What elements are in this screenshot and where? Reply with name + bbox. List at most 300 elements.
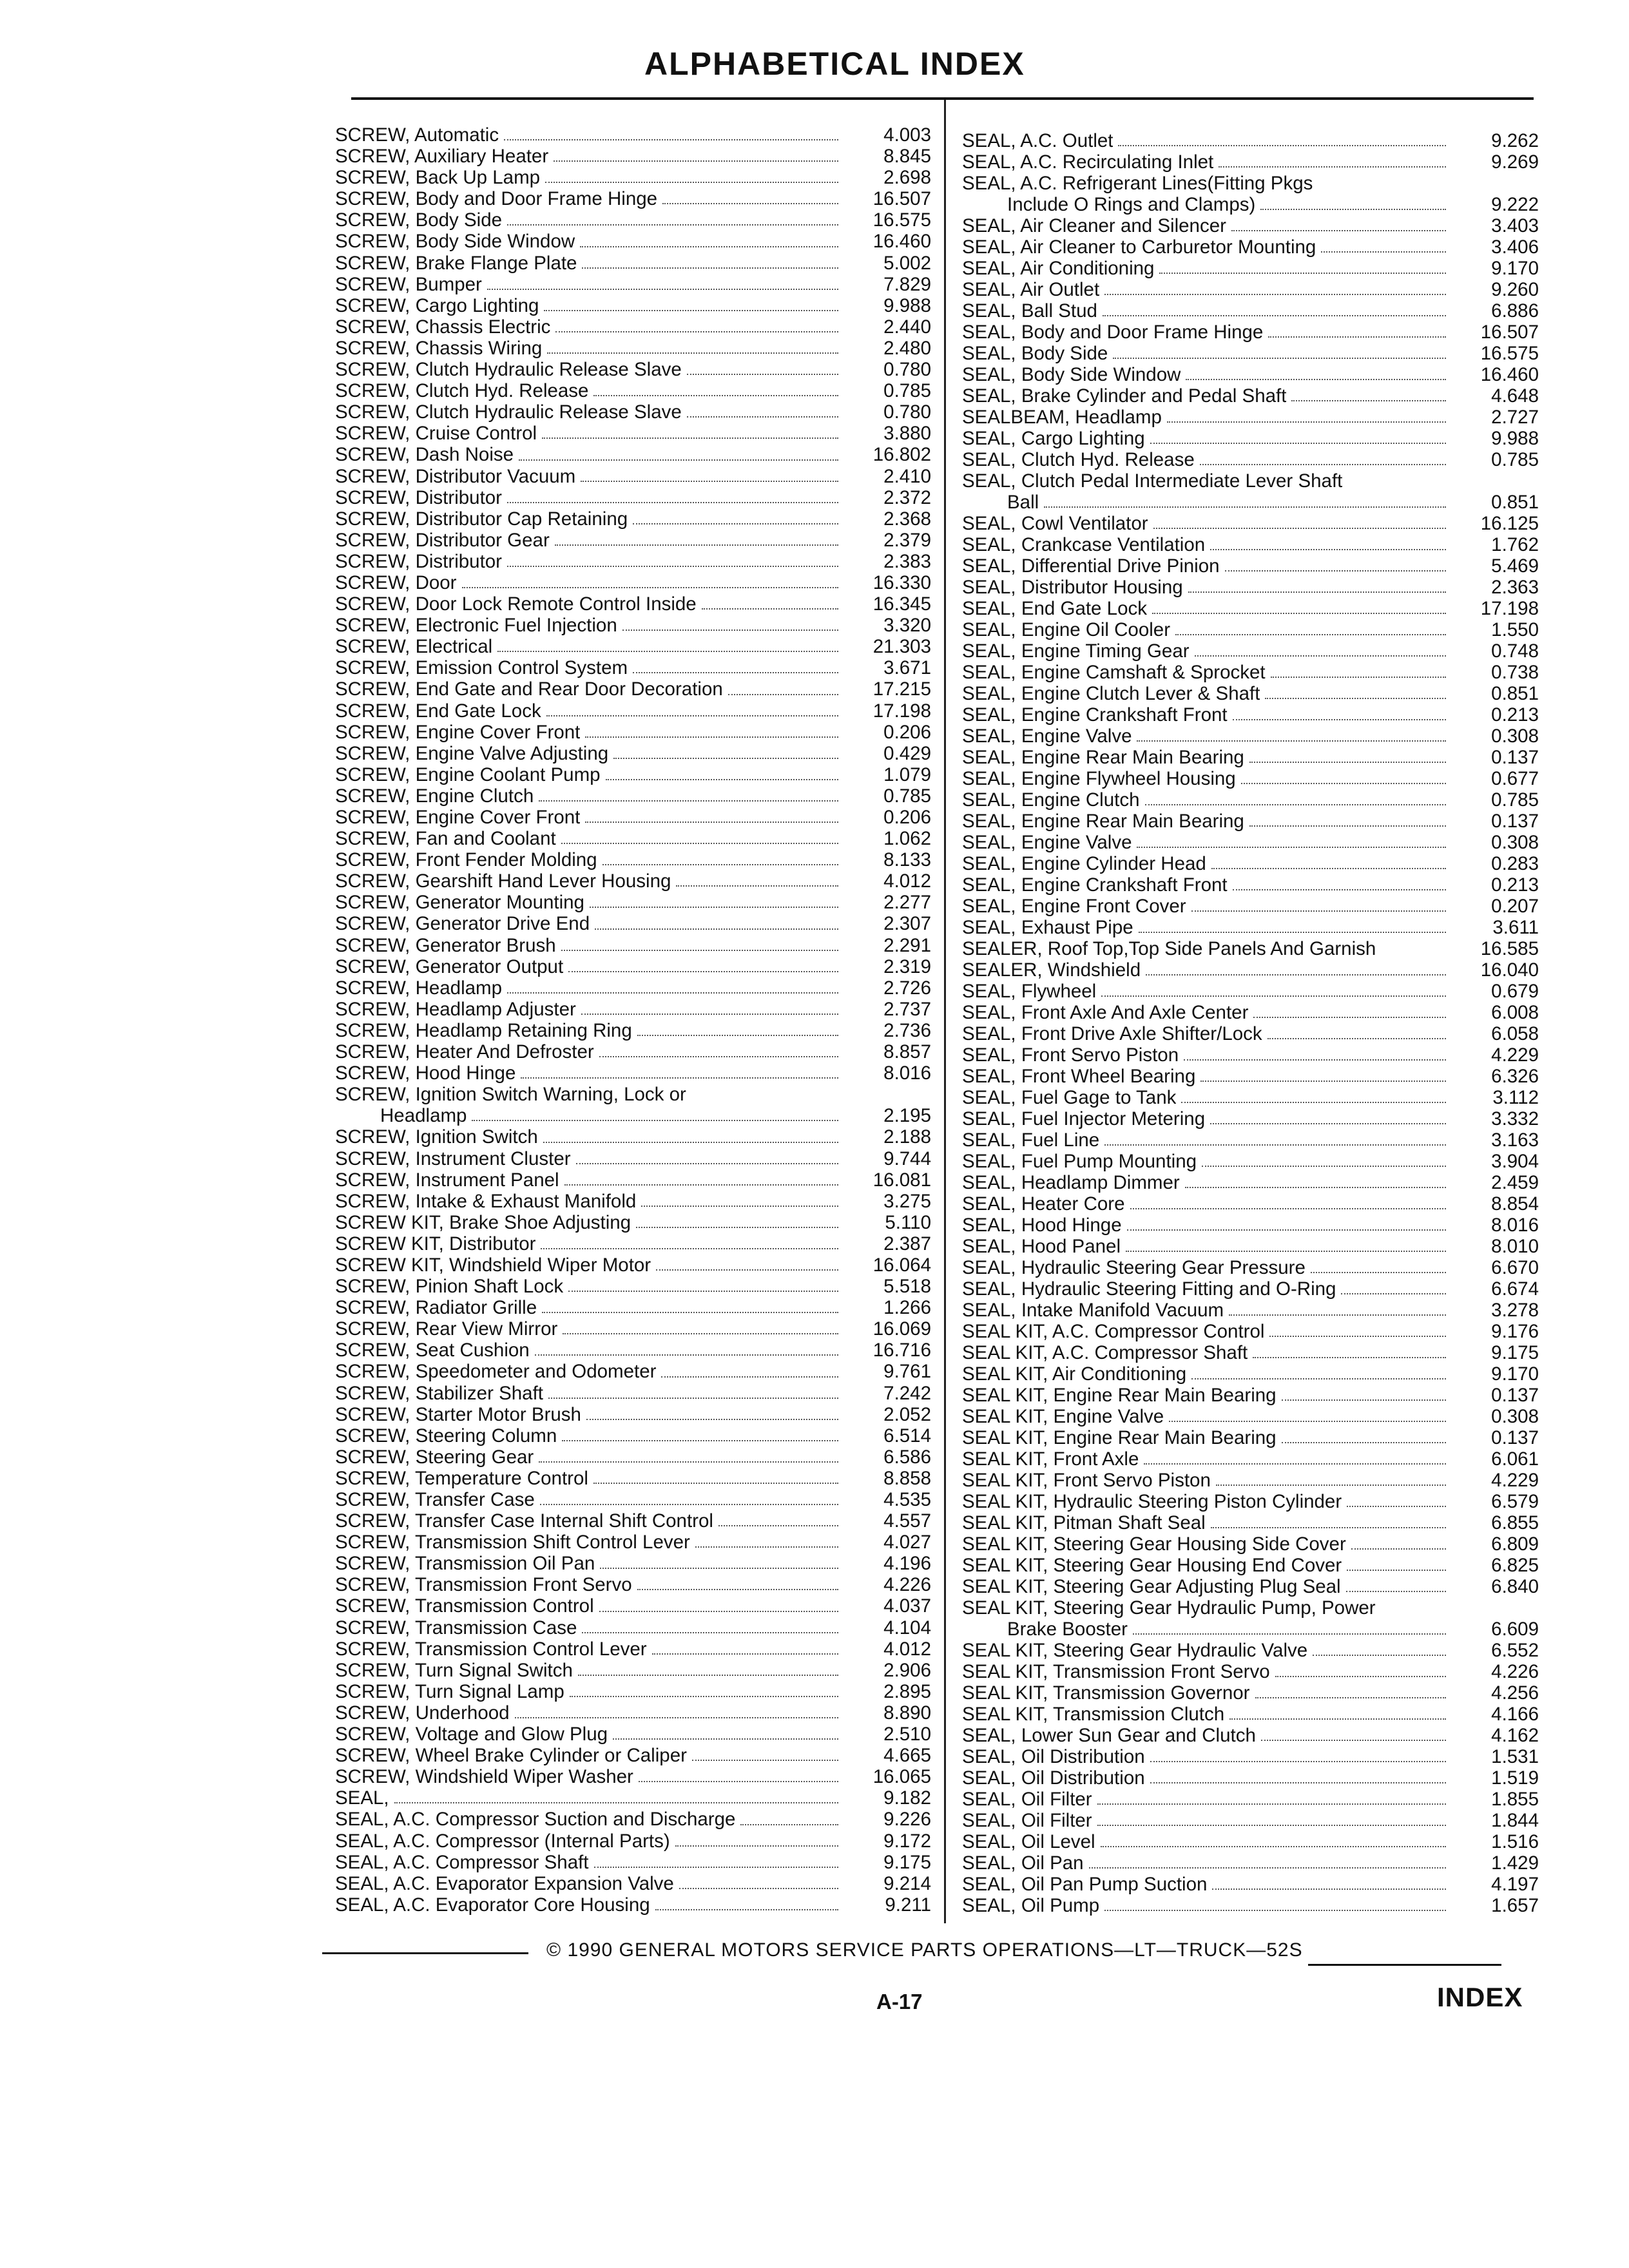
entry-page-ref: 9.744 <box>883 1148 931 1169</box>
index-entry <box>962 1682 1539 1704</box>
entry-name: SEAL, Engine Crankshaft Front <box>962 704 1228 726</box>
entry-name: SCREW, Auxiliary Heater <box>335 146 549 168</box>
entry-name: SEAL, Air Outlet <box>962 279 1100 300</box>
dot-leader <box>1130 1208 1446 1209</box>
entry-page-ref: 4.226 <box>883 1574 931 1596</box>
entry-name: SEAL, Lower Sun Gear and Clutch <box>962 1725 1256 1746</box>
dot-leader <box>507 224 838 226</box>
entry-name: SCREW, Headlamp Adjuster <box>335 998 576 1020</box>
dot-leader <box>1146 974 1446 975</box>
entry-name: SEAL, Body Side Window <box>962 364 1181 385</box>
dot-leader <box>1233 719 1446 720</box>
index-entry <box>962 662 1539 683</box>
index-entry <box>962 1321 1539 1342</box>
dot-leader <box>641 1206 838 1207</box>
entry-page-ref: 9.260 <box>1491 279 1539 300</box>
dot-leader <box>662 203 838 204</box>
dot-leader <box>1241 783 1446 784</box>
index-entry <box>335 1617 931 1639</box>
index-entry <box>962 1406 1539 1427</box>
dot-leader <box>702 608 838 610</box>
entry-page-ref: 6.609 <box>1491 1619 1539 1640</box>
entry-page-ref: 1.519 <box>1491 1767 1539 1789</box>
entry-name: SEAL, Engine Valve <box>962 832 1132 853</box>
entry-name: SEAL KIT, Steering Gear Housing End Cover <box>962 1555 1342 1576</box>
index-entry <box>335 551 931 572</box>
index-entry <box>335 146 931 167</box>
entry-page-ref: 2.387 <box>883 1233 931 1254</box>
dot-leader <box>1351 1548 1446 1550</box>
entry-page-ref: 4.104 <box>883 1617 931 1639</box>
index-entry <box>335 1041 931 1062</box>
entry-page-ref: 1.531 <box>1491 1746 1539 1767</box>
entry-page-ref: 4.037 <box>883 1595 931 1617</box>
entry-page-ref: 6.326 <box>1491 1066 1539 1087</box>
entry-name: SCREW, Headlamp <box>335 977 503 999</box>
entry-name: SCREW, Seat Cushion <box>335 1340 530 1361</box>
index-entry <box>335 1148 931 1169</box>
entry-name: SEAL, Fuel Pump Mounting <box>962 1151 1197 1172</box>
index-entry <box>962 1852 1539 1874</box>
entry-page-ref: 2.410 <box>883 465 931 487</box>
entry-page-ref: 8.854 <box>1491 1193 1539 1215</box>
entry-page-ref: 5.110 <box>885 1211 931 1233</box>
index-entry <box>335 423 931 444</box>
dot-leader <box>1181 1102 1446 1103</box>
dot-leader <box>581 481 838 482</box>
dot-leader <box>1253 1357 1446 1358</box>
entry-page-ref: 2.698 <box>883 167 931 189</box>
entry-name: SEAL, Oil Pump <box>962 1895 1100 1916</box>
entry-name: SCREW, Automatic <box>335 124 499 146</box>
dot-leader <box>1044 506 1446 508</box>
dot-leader <box>1249 762 1446 763</box>
entry-page-ref: 4.535 <box>883 1489 931 1510</box>
index-entry <box>962 1874 1539 1895</box>
entry-page-ref: 16.716 <box>872 1340 931 1361</box>
index-entry <box>335 1276 931 1297</box>
entry-page-ref: 6.008 <box>1491 1002 1539 1023</box>
entry-name: SEAL, Hood Panel <box>962 1236 1121 1257</box>
entry-page-ref: 3.904 <box>1491 1151 1539 1172</box>
entry-name: SCREW KIT, Brake Shoe Adjusting <box>335 1211 631 1233</box>
entry-page-ref: 8.857 <box>883 1041 931 1063</box>
index-entry <box>962 1491 1539 1512</box>
entry-name: SCREW, Transmission Shift Control Lever <box>335 1532 690 1553</box>
index-column-left <box>335 124 931 1916</box>
entry-name: SCREW, Generator Brush <box>335 934 556 956</box>
entry-page-ref: 0.308 <box>1491 1406 1539 1427</box>
entry-page-ref: 3.163 <box>1491 1129 1539 1151</box>
entry-name: SEAL, A.C. Evaporator Core Housing <box>335 1894 650 1916</box>
dot-leader <box>578 1675 838 1676</box>
entry-name: SCREW, Instrument Cluster <box>335 1148 571 1169</box>
entry-name: SEAL KIT, A.C. Compressor Control <box>962 1321 1265 1342</box>
index-entry <box>335 785 931 807</box>
entry-page-ref: 2.459 <box>1491 1172 1539 1193</box>
dot-leader <box>562 1440 838 1441</box>
entry-page-ref: 2.895 <box>883 1680 931 1702</box>
entry-name: SCREW, Door <box>335 572 457 593</box>
index-entry <box>335 1404 931 1425</box>
dot-leader <box>1144 1463 1446 1465</box>
entry-name: SEAL, Engine Camshaft & Sprocket <box>962 662 1266 683</box>
entry-name: SCREW, Clutch Hydraulic Release Slave <box>335 401 682 423</box>
index-entry <box>962 428 1539 449</box>
index-entry <box>962 1597 1539 1619</box>
dot-leader <box>728 694 838 695</box>
entry-page-ref: 2.737 <box>883 998 931 1020</box>
entry-page-ref: 6.886 <box>1491 300 1539 322</box>
entry-name: SCREW, Distributor Gear <box>335 529 550 551</box>
index-entry <box>962 1236 1539 1257</box>
index-entry <box>962 513 1539 534</box>
dot-leader <box>718 1525 838 1526</box>
entry-name: SCREW, Distributor <box>335 550 502 572</box>
entry-name: SCREW, Transmission Control <box>335 1595 594 1617</box>
dot-leader <box>633 672 838 673</box>
entry-page-ref: 3.112 <box>1492 1087 1539 1108</box>
entry-name: SEAL KIT, Transmission Clutch <box>962 1704 1225 1725</box>
entry-name: SEAL KIT, Steering Gear Hydraulic Pump, Power <box>962 1597 1376 1619</box>
dot-leader <box>535 1354 838 1356</box>
entry-name: SCREW, Chassis Wiring <box>335 337 543 359</box>
entry-page-ref: 2.195 <box>883 1105 931 1127</box>
entry-name: SEAL, A.C. Outlet <box>962 130 1113 151</box>
entry-name: SEAL, Engine Flywheel Housing <box>962 768 1236 789</box>
index-entry <box>962 555 1539 577</box>
entry-name: SEAL, <box>335 1787 389 1809</box>
index-entry <box>335 274 931 295</box>
copyright-notice: © 1990 GENERAL MOTORS SERVICE PARTS OPERATIONS—LT—TRUCK—52S <box>546 1939 1303 1961</box>
index-entry <box>962 1725 1539 1746</box>
index-entry <box>962 407 1539 428</box>
entry-page-ref: 8.858 <box>883 1467 931 1489</box>
index-entry <box>335 593 931 615</box>
dot-leader <box>1347 1570 1446 1571</box>
entry-page-ref: 6.809 <box>1491 1533 1539 1555</box>
index-entry <box>962 1385 1539 1406</box>
entry-page-ref: 9.176 <box>1491 1321 1539 1342</box>
dot-leader <box>542 1312 838 1313</box>
dot-leader <box>593 395 838 396</box>
dot-leader <box>1191 910 1446 912</box>
dot-leader <box>599 1056 838 1057</box>
dot-leader <box>613 758 838 759</box>
entry-page-ref: 1.062 <box>883 828 931 850</box>
entry-name: SCREW, Steering Gear <box>335 1446 534 1468</box>
entry-page-ref: 2.052 <box>883 1403 931 1425</box>
header-rule <box>351 97 1534 100</box>
index-entry <box>335 615 931 636</box>
index-entry <box>962 1129 1539 1151</box>
dot-leader <box>561 843 838 844</box>
index-entry <box>962 959 1539 981</box>
dot-leader <box>1127 1229 1446 1231</box>
dot-leader <box>1311 1272 1446 1273</box>
index-entry <box>962 151 1539 173</box>
dot-leader <box>1104 294 1446 295</box>
entry-name: SEAL, Exhaust Pipe <box>962 917 1133 938</box>
entry-name: SEAL KIT, Front Servo Piston <box>962 1470 1211 1491</box>
dot-leader <box>519 459 838 461</box>
entry-name: SEAL, Body and Door Frame Hinge <box>962 322 1264 343</box>
index-entry <box>335 1062 931 1084</box>
index-entry <box>962 1044 1539 1066</box>
index-entry <box>335 1894 931 1916</box>
entry-name: SEAL, Oil Pan <box>962 1852 1084 1874</box>
footer-rule-right <box>1308 1964 1501 1966</box>
entry-page-ref: 6.840 <box>1491 1576 1539 1597</box>
index-entry <box>335 849 931 870</box>
entry-page-ref: 1.079 <box>883 764 931 785</box>
entry-page-ref: 2.379 <box>883 529 931 551</box>
entry-page-ref: 9.226 <box>883 1809 931 1831</box>
dot-leader <box>595 928 838 930</box>
index-entry <box>335 209 931 231</box>
index-entry <box>335 1020 931 1041</box>
entry-name: SCREW, Temperature Control <box>335 1467 588 1489</box>
entry-page-ref: 8.890 <box>883 1702 931 1724</box>
entry-page-ref: 8.016 <box>1491 1215 1539 1236</box>
index-entry <box>962 747 1539 768</box>
dot-leader <box>1089 1867 1446 1869</box>
entry-name: SEAL KIT, Steering Gear Hydraulic Valve <box>962 1640 1308 1661</box>
index-entry <box>962 1151 1539 1172</box>
entry-page-ref: 2.727 <box>1491 407 1539 428</box>
entry-name: SEALER, Windshield <box>962 959 1141 981</box>
entry-page-ref: 4.012 <box>883 1638 931 1660</box>
dot-leader <box>637 1589 838 1590</box>
entry-name: SEAL, Fuel Gage to Tank <box>962 1087 1177 1108</box>
dot-leader <box>1229 1718 1446 1720</box>
dot-leader <box>545 182 838 183</box>
footer-rule-left <box>322 1952 528 1954</box>
index-entry <box>962 1555 1539 1576</box>
index-entry <box>962 917 1539 938</box>
entry-page-ref: 16.575 <box>1480 343 1539 364</box>
dot-leader <box>507 502 838 503</box>
index-entry <box>335 1532 931 1553</box>
page-number: A-17 <box>876 1990 923 2013</box>
section-label: INDEX <box>1437 1982 1523 2012</box>
entry-name: SEAL, Clutch Hyd. Release <box>962 449 1195 470</box>
index-entry <box>962 640 1539 662</box>
dot-leader <box>1253 1017 1446 1018</box>
index-entry <box>335 678 931 700</box>
dot-leader <box>1126 1251 1446 1252</box>
entry-page-ref: 0.785 <box>1491 449 1539 470</box>
dot-leader <box>539 1461 838 1463</box>
entry-page-ref: 9.262 <box>1491 130 1539 151</box>
entry-page-ref: 9.175 <box>883 1851 931 1873</box>
index-entry <box>335 913 931 934</box>
entry-page-ref: 0.748 <box>1491 640 1539 662</box>
entry-name: SEAL KIT, Hydraulic Steering Piston Cylinder <box>962 1491 1342 1512</box>
entry-page-ref: 17.198 <box>872 700 931 722</box>
index-entry <box>962 1704 1539 1725</box>
entry-name: SEAL, Oil Filter <box>962 1789 1092 1810</box>
entry-name: SCREW, Body Side <box>335 209 503 231</box>
dot-leader <box>1282 1399 1446 1401</box>
index-entry <box>335 380 931 401</box>
dot-leader <box>1137 847 1446 848</box>
index-entry <box>962 364 1539 385</box>
entry-page-ref: 0.137 <box>1491 1385 1539 1406</box>
dot-leader <box>563 1333 838 1334</box>
entry-page-ref: 1.855 <box>1491 1789 1539 1810</box>
entry-page-ref: 16.802 <box>872 444 931 466</box>
entry-page-ref: 1.266 <box>883 1297 931 1319</box>
entry-name: SEAL KIT, A.C. Compressor Shaft <box>962 1342 1248 1363</box>
index-entry <box>962 322 1539 343</box>
entry-name: SEAL KIT, Transmission Front Servo <box>962 1661 1270 1682</box>
entry-name: SCREW, Engine Coolant Pump <box>335 764 601 785</box>
index-entry <box>962 768 1539 789</box>
dot-leader <box>515 1717 838 1718</box>
entry-name: SEAL, Hydraulic Steering Fitting and O-Ring <box>962 1278 1336 1300</box>
dot-leader <box>1101 995 1446 997</box>
entry-page-ref: 8.845 <box>883 146 931 168</box>
dot-leader <box>656 1269 838 1271</box>
entry-name: SEAL, Engine Valve <box>962 726 1132 747</box>
entry-name: SEAL, A.C. Recirculating Inlet <box>962 151 1214 173</box>
index-entry <box>962 1172 1539 1193</box>
entry-name: SCREW, End Gate Lock <box>335 700 541 722</box>
dot-leader <box>542 437 838 439</box>
index-entry <box>335 1766 931 1787</box>
index-entry <box>335 401 931 423</box>
dot-leader <box>1188 591 1446 593</box>
dot-leader <box>585 822 838 823</box>
index-entry <box>335 508 931 530</box>
entry-page-ref: 17.198 <box>1480 598 1539 619</box>
entry-name: SCREW, Clutch Hydraulic Release Slave <box>335 359 682 381</box>
entry-name: SCREW, Distributor Cap Retaining <box>335 508 628 530</box>
dot-leader <box>561 950 838 951</box>
dot-leader <box>1097 1803 1446 1805</box>
index-entry <box>335 828 931 849</box>
entry-name: SCREW, Engine Cover Front <box>335 807 581 828</box>
page-title: ALPHABETICAL INDEX <box>644 46 1025 82</box>
entry-page-ref: 3.880 <box>883 423 931 445</box>
index-entry <box>962 896 1539 917</box>
entry-page-ref: 16.040 <box>1480 959 1539 981</box>
index-entry <box>962 683 1539 704</box>
index-entry <box>962 1512 1539 1533</box>
dot-leader <box>544 310 838 311</box>
index-entry <box>335 572 931 593</box>
index-entry <box>962 279 1539 300</box>
entry-name: SEAL KIT, Steering Gear Housing Side Cover <box>962 1533 1346 1555</box>
index-entry <box>962 811 1539 832</box>
index-entry <box>335 231 931 252</box>
entry-page-ref: 0.308 <box>1491 726 1539 747</box>
dot-leader <box>675 1845 838 1847</box>
entry-name: SEAL, Flywheel <box>962 981 1097 1002</box>
entry-page-ref: 4.197 <box>1491 1874 1539 1895</box>
entry-name: SCREW, Front Fender Molding <box>335 849 597 871</box>
entry-page-ref: 7.829 <box>883 273 931 295</box>
entry-name: SEAL, Engine Timing Gear <box>962 640 1190 662</box>
entry-page-ref: 0.206 <box>883 721 931 743</box>
entry-name: SCREW, Transmission Control Lever <box>335 1638 647 1660</box>
entry-page-ref: 8.133 <box>883 849 931 871</box>
dot-leader <box>1211 1527 1446 1528</box>
entry-page-ref: 3.320 <box>883 615 931 637</box>
entry-name: SCREW, Dash Noise <box>335 444 514 466</box>
index-entry <box>962 938 1539 959</box>
dot-leader <box>593 1483 838 1484</box>
index-entry <box>335 977 931 999</box>
entry-name: SCREW, Cargo Lighting <box>335 294 539 316</box>
index-entry <box>962 1767 1539 1789</box>
entry-name: SCREW, Body and Door Frame Hinge <box>335 188 658 210</box>
entry-name: SCREW, Wheel Brake Cylinder or Caliper <box>335 1745 687 1767</box>
entry-page-ref: 21.303 <box>872 636 931 658</box>
entry-name: SCREW, Transfer Case <box>335 1489 535 1510</box>
index-entry <box>962 789 1539 811</box>
dot-leader <box>1137 740 1446 742</box>
dot-leader <box>540 1504 838 1505</box>
index-entry <box>335 1425 931 1446</box>
entry-page-ref: 3.278 <box>1491 1300 1539 1321</box>
entry-page-ref: 0.785 <box>1491 789 1539 811</box>
index-entry <box>962 577 1539 598</box>
entry-page-ref: 9.172 <box>883 1830 931 1852</box>
entry-name: SEAL, End Gate Lock <box>962 598 1147 619</box>
entry-name: SEAL KIT, Transmission Governor <box>962 1682 1250 1704</box>
dot-leader <box>1153 528 1446 529</box>
dot-leader <box>1150 1761 1446 1762</box>
entry-name: SCREW, Headlamp Retaining Ring <box>335 1019 632 1041</box>
entry-page-ref: 2.510 <box>883 1724 931 1745</box>
entry-name: SEAL, Hood Hinge <box>962 1215 1122 1236</box>
entry-page-ref: 0.137 <box>1491 747 1539 768</box>
entry-name: SCREW, Rear View Mirror <box>335 1318 558 1340</box>
index-entry <box>335 1297 931 1318</box>
dot-leader <box>1101 1846 1446 1847</box>
index-entry <box>962 1576 1539 1597</box>
entry-name: SEAL, A.C. Evaporator Expansion Valve <box>335 1872 674 1894</box>
dot-leader <box>1265 698 1446 699</box>
dot-leader <box>547 352 838 354</box>
entry-page-ref: 6.825 <box>1491 1555 1539 1576</box>
index-entry <box>335 1361 931 1382</box>
entry-page-ref: 0.207 <box>1491 896 1539 917</box>
entry-page-ref: 9.182 <box>883 1787 931 1809</box>
dot-leader <box>1321 251 1446 253</box>
entry-page-ref: 2.383 <box>883 550 931 572</box>
entry-page-ref: 3.275 <box>883 1190 931 1212</box>
column-divider <box>944 100 946 1923</box>
index-entry <box>962 173 1539 194</box>
dot-leader <box>1346 1591 1446 1592</box>
index-entry <box>962 1363 1539 1385</box>
entry-page-ref: 2.906 <box>883 1659 931 1681</box>
index-entry <box>335 466 931 487</box>
entry-name: SCREW, End Gate and Rear Door Decoration <box>335 678 723 700</box>
entry-page-ref: 0.283 <box>1491 853 1539 874</box>
entry-page-ref: 0.677 <box>1491 768 1539 789</box>
index-entry <box>335 338 931 359</box>
index-entry <box>962 1278 1539 1300</box>
index-entry <box>962 130 1539 151</box>
entry-page-ref: 0.851 <box>1491 492 1539 513</box>
index-entry <box>335 1745 931 1766</box>
entry-page-ref: 1.844 <box>1491 1810 1539 1831</box>
index-entry <box>335 1233 931 1254</box>
